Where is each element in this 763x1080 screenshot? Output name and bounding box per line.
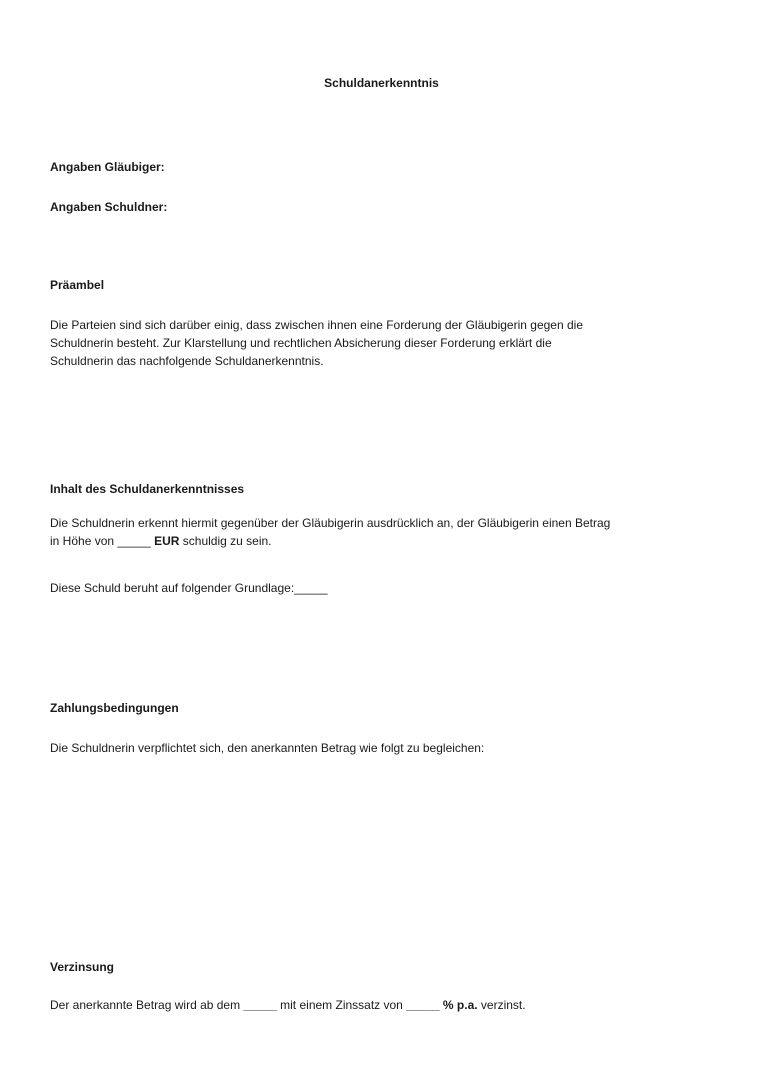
rate-blank: _____ <box>406 998 440 1012</box>
interest-text <box>50 996 730 1014</box>
content-line-2 <box>50 532 730 550</box>
preamble-line-3: Schuldnerin das nachfolgende Schuldanerkenntnis. <box>50 354 324 368</box>
debtor-label: Angaben Schuldner: <box>50 200 168 214</box>
rate-unit: % p.a. <box>439 998 478 1012</box>
preamble-line-1: Die Parteien sind sich darüber einig, dass zwischen ihnen eine Forderung der Gläubigerin gegen die <box>50 318 583 332</box>
content-heading: Inhalt des Schuldanerkenntnisses <box>50 482 245 496</box>
interest-heading: Verzinsung <box>50 960 115 974</box>
payment-heading: Zahlungsbedingungen <box>50 701 179 715</box>
content-line-2-suffix: schuldig zu sein. <box>179 534 272 548</box>
preamble-heading: Präambel <box>50 278 105 292</box>
interest-suffix: verzinst. <box>477 998 526 1012</box>
amount-blank: _____ <box>117 534 151 548</box>
payment-text: Die Schuldnerin verpflichtet sich, den anerkannten Betrag wie folgt zu begleichen: <box>50 741 485 755</box>
basis-prefix: Diese Schuld beruht auf folgender Grundlage: <box>50 581 295 595</box>
content-paragraph <box>50 514 730 550</box>
creditor-label: Angaben Gläubiger: <box>50 160 165 174</box>
interest-middle: mit einem Zinssatz von <box>276 998 407 1012</box>
basis-blank: _____ <box>294 581 328 595</box>
basis-line <box>50 579 328 597</box>
preamble-paragraph <box>50 316 730 370</box>
interest-prefix: Der anerkannte Betrag wird ab dem <box>50 998 244 1012</box>
preamble-line-2: Schuldnerin besteht. Zur Klarstellung und rechtlichen Absicherung dieser Forderung erklärt die <box>50 336 552 350</box>
document-title: Schuldanerkenntnis <box>324 76 439 90</box>
date-blank: _____ <box>243 998 277 1012</box>
content-line-2-prefix: in Höhe von <box>50 534 118 548</box>
currency-label: EUR <box>150 534 180 548</box>
content-line-1: Die Schuldnerin erkennt hiermit gegenüber der Gläubigerin ausdrücklich an, der Gläubigerin einen Betrag <box>50 516 611 530</box>
